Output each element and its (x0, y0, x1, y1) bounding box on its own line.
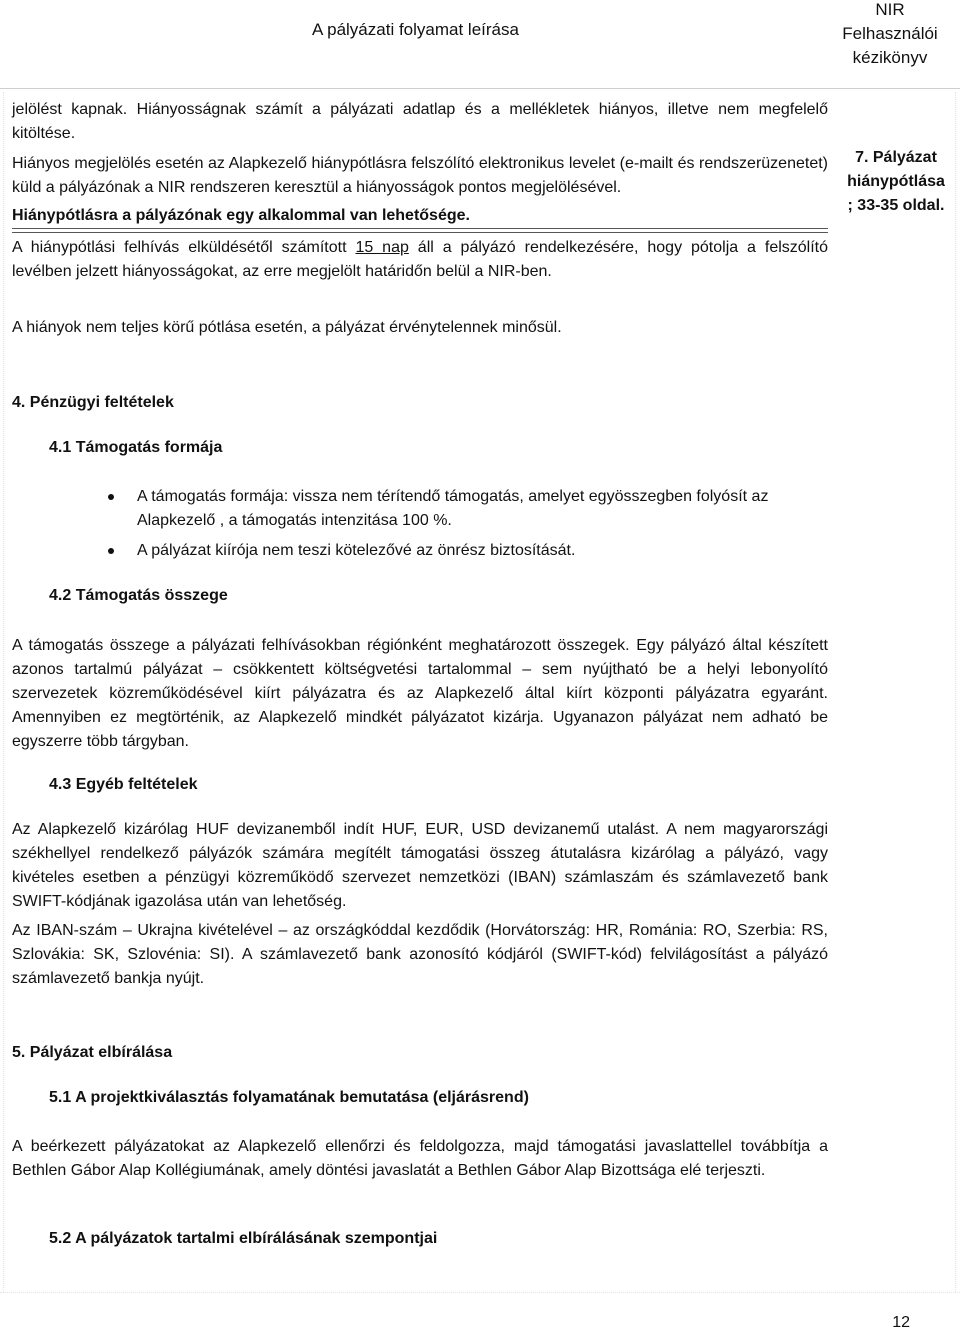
deadline-text-before: A hiánypótlási felhívás elküldésétől számított (12, 239, 356, 256)
horizontal-rule (12, 228, 828, 229)
paragraph-transfer: Az Alapkezelő kizárólag HUF devizanemből indít HUF, EUR, USD devizanemű utalást. A nem magyarországi székhellyel rendelkező pályázók számára megítélt támogatási összeg átutalásra kizárólag a pályázó, vagy kivételes esetben a pénzügyi közreműködő szervezet nemzetközi (IBAN) számlaszám és számlavezető bank SWIFT-kódjának igazolása után van lehetőség. (12, 821, 828, 910)
paragraph-selection: A beérkezett pályázatokat az Alapkezelő ellenőrzi és feldolgozza, majd támogatási javaslattellel továbbítja a Bethlen Gábor Alap Kollégiumának, amely döntési javaslatát a Bethlen Gábor Alap Bizottsága elé terjeszti. (12, 1138, 828, 1179)
section-4-2-heading: 4.2 Támogatás összege (49, 587, 228, 604)
list-item (108, 539, 830, 563)
running-header-title: A pályázati folyamat leírása (312, 20, 519, 39)
paragraph-amount: A támogatás összege a pályázati felhívásokban régiónként meghatározott összegek. Egy pályázó által készített azonos tartalmú pályázat – csökkentett költségvetési tartalommal – sem nyújtható be a helyi lebonyolító szervezetek közreműködésével kiírt pályázatra és az Alapkezelő által kiírt központi pályázatra egyaránt. Amennyiben ez megtörténik, az Alapkezelő mindkét pályázatot kizárja. Ugyanazon pályázat nem adható be egyszerre több tárgyban. (12, 637, 828, 750)
page-number: 12 (892, 1314, 910, 1331)
bullet-icon (108, 548, 114, 554)
header-right-line: kézikönyv (852, 48, 928, 67)
paragraph-one-chance: Hiánypótlásra a pályázónak egy alkalommal van lehetősége. (12, 207, 470, 224)
margin-note-line: hiánypótlása (847, 173, 945, 190)
section-5-1-heading: 5.1 A projektkiválasztás folyamatának bemutatása (eljárásrend) (49, 1089, 529, 1106)
running-header-right (834, 0, 946, 70)
margin-note (840, 146, 952, 218)
list-item-text: A pályázat kiírója nem teszi kötelezővé az önrész biztosítását. (137, 542, 576, 559)
section-4-1-heading: 4.1 Támogatás formája (49, 439, 223, 456)
horizontal-rule (12, 232, 828, 233)
paragraph-invalid: A hiányok nem teljes körű pótlása esetén, a pályázat érvénytelennek minősül. (12, 319, 562, 336)
paragraph-iban: Az IBAN-szám – Ukrajna kivételével – az országkóddal kezdődik (Horvátország: HR, Románia: RO, Szerbia: RS, Szlovákia: SK, Szlovénia: SI). A számlavezető bank azonosító kódjáról (SWIFT-kód) felvilágosítást a pályázó számlavezető bankja nyújt. (12, 922, 828, 987)
list-item-text: A támogatás formája: vissza nem térítendő támogatás, amelyet egyösszegben folyósít az Alapkezelő , a támogatás intenzitása 100 %. (137, 488, 769, 529)
list-item (108, 485, 830, 533)
bullet-icon (108, 494, 114, 500)
header-right-line: NIR (875, 0, 905, 19)
section-4-heading: 4. Pénzügyi feltételek (12, 394, 174, 411)
section-5-2-heading: 5.2 A pályázatok tartalmi elbírálásának szempontjai (49, 1230, 438, 1247)
paragraph-deadline (12, 236, 828, 284)
header-right-line: Felhasználói (842, 24, 938, 43)
support-form-list (108, 485, 830, 569)
section-5-heading: 5. Pályázat elbírálása (12, 1044, 173, 1061)
deadline-text-after: áll a pályázó rendelkezésére, hogy pótolja a felszólító levélben jelzett hiányosságokat, az erre megjelölt határidőn belül a NIR-ben. (12, 239, 829, 280)
section-4-3-heading: 4.3 Egyéb feltételek (49, 776, 198, 793)
paragraph-notice: Hiányos megjelölés esetén az Alapkezelő hiánypótlásra felszólító elektronikus levelet (e-mailt és rendszerüzenetet) küld a pályázónak a NIR rendszeren keresztül a hiányosságok pontos megjelölésével. (12, 155, 828, 196)
header-rule (0, 88, 960, 89)
frame-line-left (3, 92, 4, 1292)
deadline-days: 15 nap (355, 239, 409, 256)
paragraph-deficiency: jelölést kapnak. Hiányosságnak számít a pályázati adatlap és a mellékletek hiányos, illetve nem megfelelő kitöltése. (12, 101, 828, 142)
margin-note-line: 7. Pályázat (855, 149, 937, 166)
frame-line-right (955, 92, 956, 1292)
margin-note-line: ; 33-35 oldal. (847, 197, 945, 214)
frame-line-bottom (0, 1292, 960, 1293)
